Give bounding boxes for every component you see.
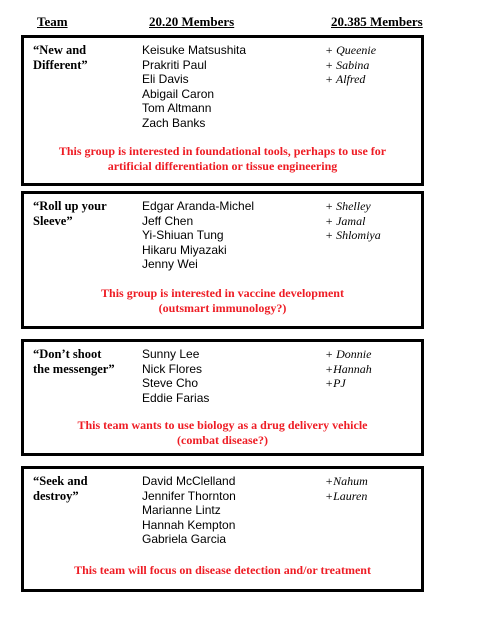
member-name: Gabriela Garcia: [142, 532, 227, 546]
team-name-line: “Don’t shoot: [33, 347, 102, 361]
team-column-header: Team: [37, 14, 68, 29]
cohort-b-column-header: 20.385 Members: [331, 14, 423, 29]
member-name: Hannah Kempton: [142, 517, 236, 532]
new-member-name: +PJ: [325, 376, 346, 390]
new-member-name: +Nahum: [325, 474, 368, 488]
cohort-a-column-header: 20.20 Members: [149, 14, 235, 29]
member-name: Edgar Aranda-Michel: [142, 199, 255, 213]
member-list: [142, 43, 246, 130]
member-name: Prakriti Paul: [142, 57, 207, 72]
new-member-name: + Shelley: [325, 199, 371, 213]
team-box-roll-up-your-sleeve: [21, 191, 424, 329]
team-note-line: This group is interested in vaccine development: [101, 286, 344, 300]
team-note-line: (combat disease?): [177, 433, 268, 447]
new-member-name: + Donnie: [325, 347, 372, 361]
member-name: Keisuke Matsushita: [142, 43, 247, 57]
member-name: Eli Davis: [142, 72, 189, 86]
new-member-name: +Lauren: [325, 488, 368, 503]
new-member-list: [325, 474, 368, 503]
member-name: Jenny Wei: [142, 257, 198, 271]
team-note: [24, 563, 421, 578]
member-name: Tom Altmann: [142, 101, 212, 115]
member-name: Eddie Farias: [142, 390, 210, 405]
team-name: [33, 347, 143, 377]
new-member-name: + Shlomiya: [325, 228, 381, 242]
team-name-line: Sleeve”: [33, 214, 73, 228]
member-name: Yi-Shiuan Tung: [142, 228, 224, 242]
team-note-line: artificial differentiation or tissue engineering: [107, 159, 338, 173]
team-note: [24, 418, 421, 448]
new-member-name: + Sabina: [325, 57, 370, 72]
column-header-row: [0, 14, 482, 34]
team-note-line: This team wants to use biology as a drug delivery vehicle: [77, 418, 368, 432]
new-member-list: [325, 199, 381, 243]
new-member-name: +Hannah: [325, 361, 372, 376]
member-name: Abigail Caron: [142, 86, 215, 101]
member-name: Marianne Lintz: [142, 503, 221, 517]
team-note-line: This group is interested in foundational tools, perhaps to use for: [58, 144, 387, 158]
team-name-line: “New and: [33, 43, 87, 57]
new-member-name: + Queenie: [325, 43, 377, 57]
member-list: [142, 199, 254, 272]
member-name: Zach Banks: [142, 115, 206, 130]
team-note-line: (outsmart immunology?): [158, 301, 287, 315]
team-name-line: Different”: [33, 58, 88, 72]
member-name: Sunny Lee: [142, 347, 200, 361]
team-note: [24, 144, 421, 174]
team-name: [33, 199, 143, 229]
new-member-name: + Alfred: [325, 72, 366, 86]
member-name: Jennifer Thornton: [142, 488, 236, 503]
team-name: [33, 43, 143, 73]
team-note-line: This team will focus on disease detection and/or treatment: [74, 563, 371, 577]
team-name: [33, 474, 143, 504]
member-name: David McClelland: [142, 474, 236, 488]
member-name: Hikaru Miyazaki: [142, 242, 227, 257]
member-list: [142, 347, 209, 405]
team-name-line: “Roll up your: [33, 199, 107, 213]
new-member-name: + Jamal: [325, 213, 366, 228]
new-member-list: [325, 347, 372, 391]
member-name: Steve Cho: [142, 376, 199, 390]
member-name: Jeff Chen: [142, 213, 194, 228]
team-box-dont-shoot-the-messenger: [21, 339, 424, 456]
team-box-new-and-different: [21, 35, 424, 186]
team-note: [24, 286, 421, 316]
team-name-line: the messenger”: [33, 362, 115, 376]
member-name: Nick Flores: [142, 361, 203, 376]
new-member-list: [325, 43, 376, 87]
team-box-seek-and-destroy: [21, 466, 424, 592]
member-list: [142, 474, 236, 547]
team-name-line: destroy”: [33, 489, 79, 503]
team-name-line: “Seek and: [33, 474, 88, 488]
